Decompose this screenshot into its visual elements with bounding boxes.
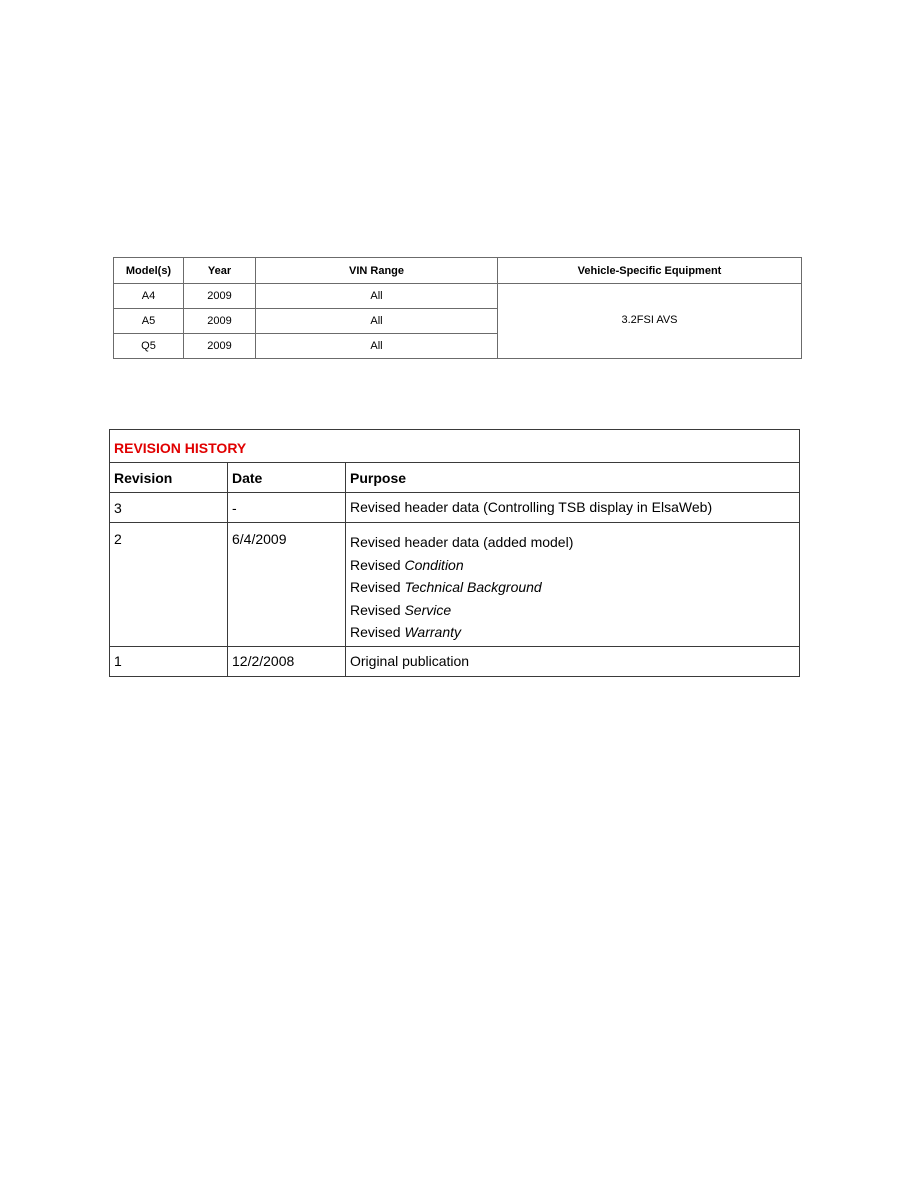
- table-row: [110, 523, 800, 647]
- revision-history-table: [109, 429, 800, 677]
- vin-range-cell: All: [256, 309, 498, 334]
- header-year: Year: [184, 258, 256, 284]
- purpose-line: [350, 496, 795, 519]
- model-cell: A4: [114, 284, 184, 309]
- vehicle-table-header-row: [114, 258, 802, 284]
- header-date: Date: [228, 463, 346, 493]
- year-cell: 2009: [184, 334, 256, 359]
- revision-date-cell: 12/2/2008: [228, 646, 346, 676]
- purpose-text: Revised header data (Controlling TSB display in ElsaWeb): [350, 499, 713, 516]
- header-vin-range: VIN Range: [256, 258, 498, 284]
- purpose-text: Revised: [350, 601, 405, 618]
- revision-number-cell: 1: [110, 646, 228, 676]
- purpose-section-name: Technical Background: [404, 579, 542, 595]
- revision-date-cell: 6/4/2009: [228, 523, 346, 647]
- vin-range-cell: All: [256, 334, 498, 359]
- year-cell: 2009: [184, 309, 256, 334]
- purpose-line: [350, 621, 795, 644]
- purpose-text: Revised: [350, 556, 405, 573]
- purpose-section-name: Warranty: [404, 624, 462, 640]
- table-row: [110, 493, 800, 523]
- purpose-line: [350, 554, 795, 577]
- revision-title-row: [110, 430, 800, 463]
- equipment-cell: 3.2FSI AVS: [498, 284, 802, 359]
- vehicle-applicability-table: [113, 257, 802, 359]
- revision-number-cell: 3: [110, 493, 228, 523]
- revision-date-cell: -: [228, 493, 346, 523]
- vin-range-cell: All: [256, 284, 498, 309]
- model-cell: A5: [114, 309, 184, 334]
- table-row: [114, 284, 802, 309]
- purpose-text: Revised: [350, 624, 405, 640]
- model-cell: Q5: [114, 334, 184, 359]
- revision-purpose-cell: [346, 523, 800, 647]
- revision-number-cell: 2: [110, 523, 228, 647]
- revision-header-row: [110, 463, 800, 493]
- purpose-section-name: Service: [404, 601, 452, 618]
- header-revision: Revision: [110, 463, 228, 493]
- purpose-line: [350, 599, 795, 622]
- year-cell: 2009: [184, 284, 256, 309]
- table-row: [110, 646, 800, 676]
- header-purpose: Purpose: [346, 463, 800, 493]
- purpose-line: [350, 531, 795, 554]
- purpose-section-name: Condition: [404, 556, 464, 573]
- purpose-line: [350, 576, 795, 599]
- revision-purpose-cell: [346, 646, 800, 676]
- purpose-text: Original publication: [350, 652, 470, 669]
- purpose-text: Revised header data (added model): [350, 534, 574, 550]
- purpose-line: [350, 650, 795, 673]
- revision-purpose-cell: [346, 493, 800, 523]
- header-models: Model(s): [114, 258, 184, 284]
- purpose-text: Revised: [350, 579, 405, 595]
- header-vehicle-specific-equipment: Vehicle-Specific Equipment: [498, 258, 802, 284]
- revision-history-title: REVISION HISTORY: [110, 430, 800, 463]
